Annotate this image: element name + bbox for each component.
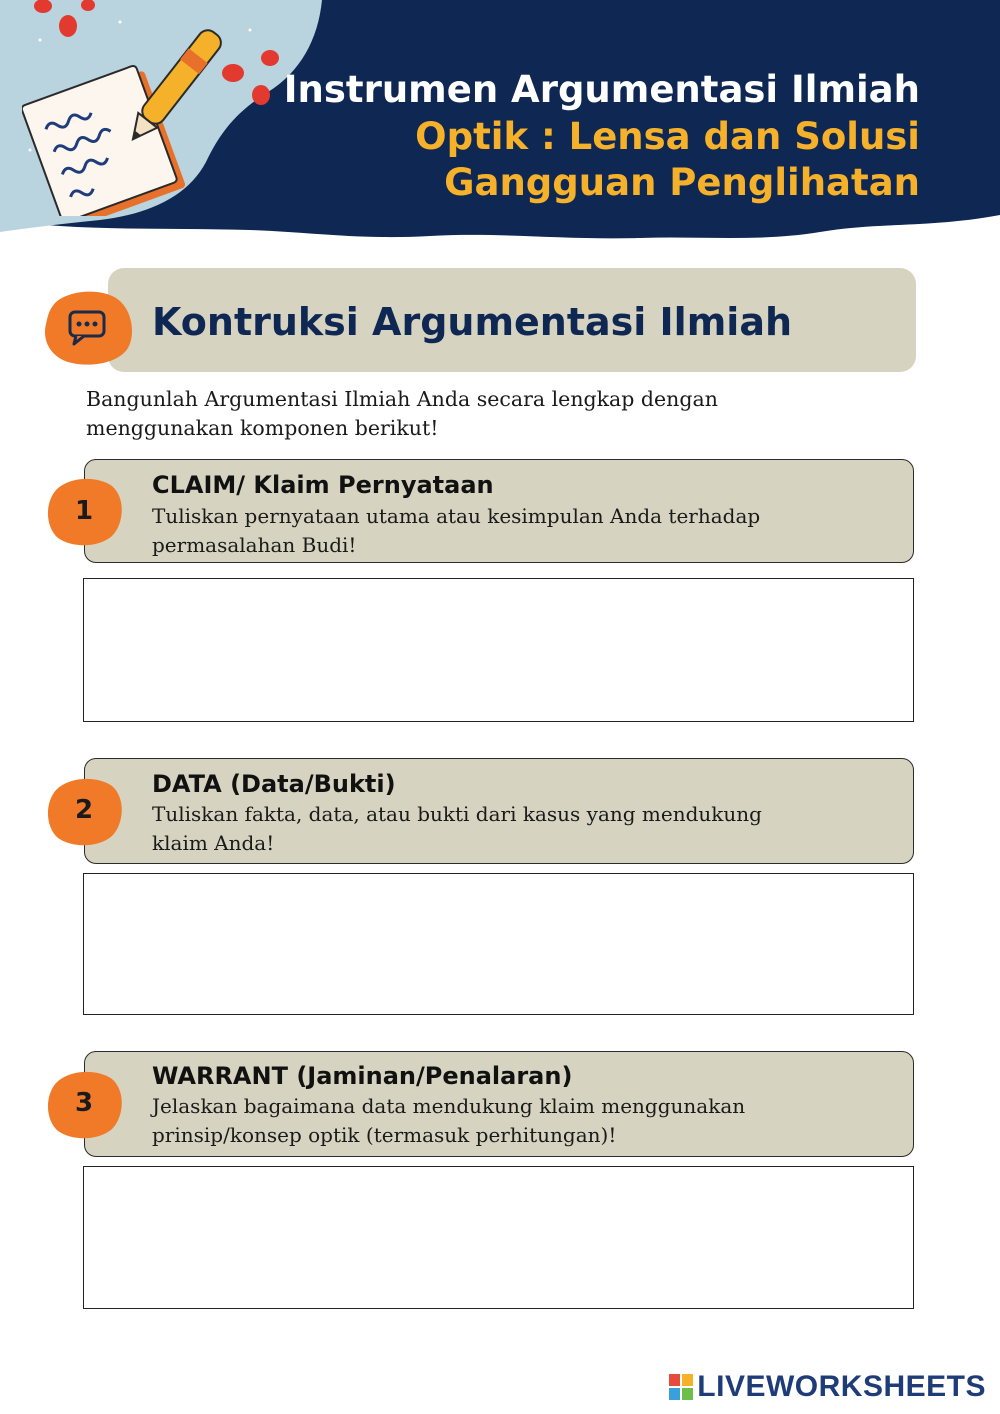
number-2: 2 — [74, 795, 94, 825]
answer-box-data[interactable] — [83, 873, 914, 1015]
speech-bubble-icon — [44, 290, 134, 366]
number-1: 1 — [74, 496, 94, 526]
section-title: Kontruksi Argumentasi Ilmiah — [152, 300, 793, 344]
component-desc-warrant: Jelaskan bagaimana data mendukung klaim menggunakan prinsip/konsep optik (termasuk perhitungan)! — [152, 1094, 746, 1147]
footer-brand-text: LIVEWORKSHEETS — [697, 1370, 986, 1403]
answer-box-claim[interactable] — [83, 578, 914, 722]
notebook-pen-icon — [22, 26, 222, 216]
component-title-data: DATA (Data/Bukti) — [152, 770, 396, 798]
component-desc-claim: Tuliskan pernyataan utama atau kesimpulan Anda terhadap permasalahan Budi! — [152, 504, 761, 557]
header-subtitle-line-1: Optik : Lensa dan Solusi — [415, 115, 920, 158]
component-title-warrant: WARRANT (Jaminan/Penalaran) — [152, 1062, 573, 1090]
number-3: 3 — [74, 1088, 94, 1118]
intro-text: Bangunlah Argumentasi Ilmiah Anda secara lengkap dengan menggunakan komponen berikut! — [86, 387, 718, 440]
header-subtitle-line-2: Gangguan Penglihatan — [444, 161, 920, 204]
component-title-claim: CLAIM/ Klaim Pernyataan — [152, 471, 494, 499]
answer-box-warrant[interactable] — [83, 1166, 914, 1309]
footer-brand — [669, 1370, 986, 1404]
header-title: Instrumen Argumentasi Ilmiah — [283, 68, 920, 111]
component-desc-data: Tuliskan fakta, data, atau bukti dari kasus yang mendukung klaim Anda! — [152, 802, 762, 855]
liveworksheets-logo-icon — [669, 1374, 693, 1400]
